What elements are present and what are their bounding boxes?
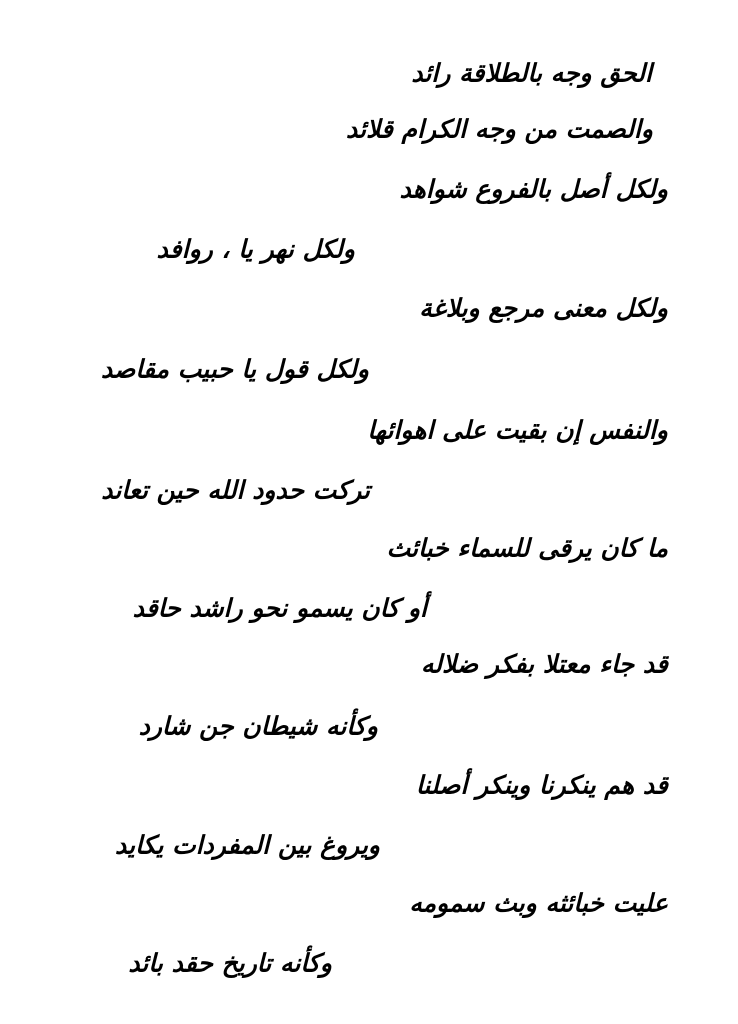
poem-line-15: عليت خبائثه وبث سمومه [409,888,668,918]
poem-line-11: قد جاء معتلا بفكر ضلاله [421,649,668,679]
poem-line-9: ما كان يرقى للسماء خبائث [386,533,668,563]
poem-line-4: ولكل نهر يا ، روافد [156,234,355,264]
poem-line-7: والنفس إن بقيت على اهوائها [367,415,668,445]
poem-line-16: وكأنه تاريخ حقد بائد [128,948,332,978]
poem-line-14: ويروغ بين المفردات يكايد [115,830,380,860]
poem-line-12: وكأنه شيطان جن شارد [138,711,378,741]
poem-line-3: ولكل أصل بالفروع شواهد [399,174,668,204]
poem-line-8: تركت حدود الله حين تعاند [101,475,370,505]
poem-line-10: أو كان يسمو نحو راشد حاقد [132,593,427,623]
poem-line-5: ولكل معنى مرجع وبلاغة [419,293,668,323]
poem-line-6: ولكل قول يا حبيب مقاصد [101,354,369,384]
poem-line-1: الحق وجه بالطلاقة رائد [411,58,652,88]
poem-line-13: قد هم ينكرنا وينكر أصلنا [415,770,668,800]
poem-line-2: والصمت من وجه الكرام قلائد [345,114,653,144]
